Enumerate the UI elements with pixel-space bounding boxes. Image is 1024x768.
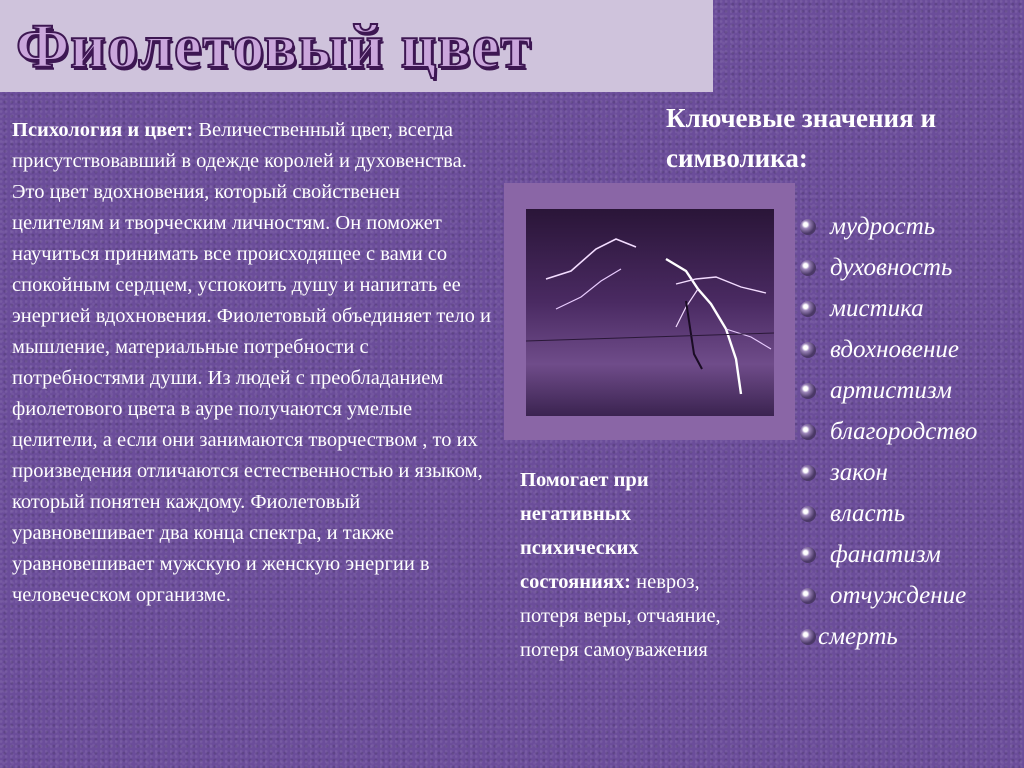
bullet-icon xyxy=(800,424,816,440)
list-item: духовность xyxy=(800,247,1020,288)
bullet-icon xyxy=(800,588,816,604)
list-item: мудрость xyxy=(800,206,1020,247)
psychology-label: Психология и цвет: xyxy=(12,119,194,141)
photo-frame xyxy=(504,183,795,440)
key-meanings-heading: Ключевые значения и символика: xyxy=(666,103,936,173)
bullet-icon xyxy=(800,383,816,399)
bullet-icon xyxy=(800,342,816,358)
list-item: артистизм xyxy=(800,370,1020,411)
bullet-icon xyxy=(800,506,816,522)
list-item: закон xyxy=(800,452,1020,493)
lightning-photo xyxy=(526,209,774,416)
helps-paragraph xyxy=(520,463,725,667)
list-item: отчуждение xyxy=(800,575,1020,616)
list-item: вдохновение xyxy=(800,329,1020,370)
list-item: мистика xyxy=(800,288,1020,329)
bullet-icon xyxy=(800,260,816,276)
bullet-icon xyxy=(800,301,816,317)
lightning-icon xyxy=(526,209,774,416)
list-item: смерть xyxy=(800,616,1020,657)
list-item: благородство xyxy=(800,411,1020,452)
helps-label: Помогает при негативных психических состояниях: xyxy=(520,469,649,593)
meanings-list xyxy=(800,206,1020,657)
bullet-icon xyxy=(800,465,816,481)
psychology-paragraph xyxy=(12,115,494,611)
bullet-icon xyxy=(800,219,816,235)
helps-text: невроз, потеря веры, отчаяние, потеря самоуважения xyxy=(520,571,721,661)
psychology-text: Величественный цвет, всегда присутствовавший в одежде королей и духовенства. Это цвет вдохновения, который свойственен целителям и творческим личностям. Он поможет научиться принимать все происходящее с вами со спокойным сердцем, успокоить душу и напитать ее энергией вдохновения. Фиолетовый объединяет тело и мышление, материальные потребности с потребностями души. Из людей с преобладанием фиолетового цвета в ауре получаются умелые целители, а если они занимаются творчеством , то их произведения отличаются естественностью и языком, который понятен каждому. Фиолетовый уравновешивает два конца спектра, и также уравновешивает мужскую и женскую энергии в человеческом организме. xyxy=(12,119,491,606)
list-item: фанатизм xyxy=(800,534,1020,575)
bullet-icon xyxy=(800,547,816,563)
page-title: Фиолетовый цвет xyxy=(16,13,532,81)
bullet-icon xyxy=(800,629,816,645)
list-item: власть xyxy=(800,493,1020,534)
